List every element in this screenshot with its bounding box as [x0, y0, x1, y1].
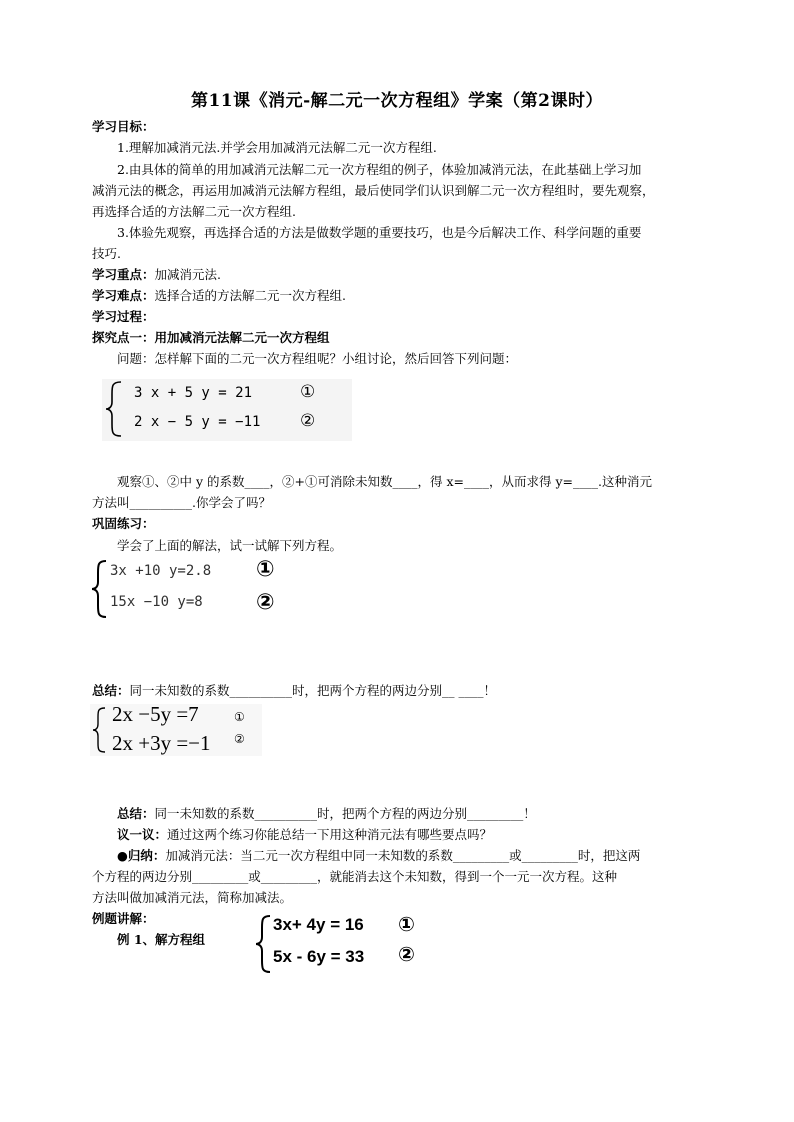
conclude-line-1	[117, 848, 640, 864]
circled-two-icon: ②	[398, 942, 415, 966]
key-point	[92, 267, 221, 283]
practice-equation-1: 3x +10 y=2.8	[110, 563, 212, 579]
set3-equation-2: 2x +3y =−1	[112, 731, 211, 755]
brace-icon	[90, 559, 110, 619]
discuss-text: 通过这两个练习你能总结一下用这种消元法有哪些要点吗？	[167, 827, 493, 842]
goals-heading: 学习目标：	[92, 119, 155, 134]
difficulty-point	[92, 288, 346, 304]
difficulty-text: 选择合适的方法解二元一次方程组.	[154, 288, 346, 303]
circled-one-icon: ①	[398, 912, 415, 936]
goal-item-1: 1.理解加减消元法.并学会用加减消元法解二元一次方程组.	[117, 140, 437, 155]
goal-item-3-line-2: 技巧.	[92, 246, 121, 261]
conclude-label: ●归纳：	[117, 848, 166, 863]
discuss	[117, 827, 492, 843]
page-title: 第11课《消元-解二元一次方程组》学案（第2课时）	[190, 91, 604, 111]
example-equation-1: 3x+ 4y = 16	[273, 915, 364, 934]
summary-2	[117, 806, 536, 822]
practice-heading: 巩固练习：	[92, 516, 155, 531]
goal-item-2-line-3: 再选择合适的方法解二元一次方程组.	[92, 204, 296, 219]
brace-icon	[254, 914, 274, 974]
conclude-line-3: 方法叫做加减消元法，简称加减法。	[92, 890, 293, 905]
summary-2-text: 同一未知数的系数__________时，把两个方程的两边分别_________！	[154, 806, 536, 821]
observe-line-2: 方法叫__________.你学会了吗？	[92, 495, 271, 510]
brace-icon	[103, 380, 125, 438]
conclude-line-2: 个方程的两边分别_________或_________，就能消去这个未知数，得到一个一元一次方程。这种	[92, 869, 618, 884]
summary-1	[92, 683, 496, 699]
summary-2-label: 总结：	[117, 806, 155, 821]
example-intro: 例 1、解方程组	[117, 932, 206, 947]
circled-two-icon: ②	[256, 590, 275, 615]
observe-line-1: 观察①、②中 y 的系数____，②+①可消除未知数____，得 x=____，从而求得 y=____.这种消元	[117, 474, 652, 489]
example-equation-2: 5x - 6y = 33	[273, 947, 365, 966]
goal-item-2-line-1: 2.由具体的简单的用加减消元法解二元一次方程组的例子，体验加减消元法，在此基础上学习加	[117, 162, 642, 177]
brace-icon	[91, 706, 109, 754]
difficulty-label: 学习难点：	[92, 288, 155, 303]
discuss-label: 议一议：	[117, 827, 168, 842]
practice-intro: 学会了上面的解法，试一试解下列方程。	[117, 538, 343, 553]
key-point-label: 学习重点：	[92, 267, 155, 282]
circled-one-icon: ①	[300, 382, 316, 402]
explore-question: 问题：怎样解下面的二元一次方程组呢？小组讨论，然后回答下列问题：	[117, 351, 518, 366]
equation-2: 2 x − 5 y = −11	[134, 414, 261, 430]
equation-1: 3 x + 5 y = 21	[134, 385, 253, 401]
key-point-text: 加减消元法.	[154, 267, 221, 282]
goal-item-2-line-2: 减消元法的概念，再运用加减消元法解方程组，最后使同学们认识到解二元一次方程组时，要先观察，	[92, 183, 655, 198]
process-heading: 学习过程：	[92, 309, 155, 324]
circled-two-icon: ②	[300, 411, 316, 431]
summary-1-label: 总结：	[92, 683, 130, 698]
circled-two-icon: ②	[234, 732, 245, 746]
explore-heading: 探究点一：用加减消元法解二元一次方程组	[92, 330, 330, 345]
set3-equation-1: 2x −5y =7	[112, 702, 199, 726]
goal-item-3-line-1: 3.体验先观察，再选择合适的方法是做数学题的重要技巧，也是今后解决工作、科学问题的重要	[117, 225, 642, 240]
summary-1-text: 同一未知数的系数__________时，把两个方程的两边分别__ ____！	[129, 683, 496, 698]
conclude-text-1: 加减消元法：当二元一次方程组中同一未知数的系数_________或_________时，把这两	[165, 848, 641, 863]
circled-one-icon: ①	[234, 710, 245, 724]
practice-equation-2: 15x −10 y=8	[110, 594, 203, 610]
circled-one-icon: ①	[256, 557, 275, 582]
example-heading: 例题讲解：	[92, 911, 155, 926]
